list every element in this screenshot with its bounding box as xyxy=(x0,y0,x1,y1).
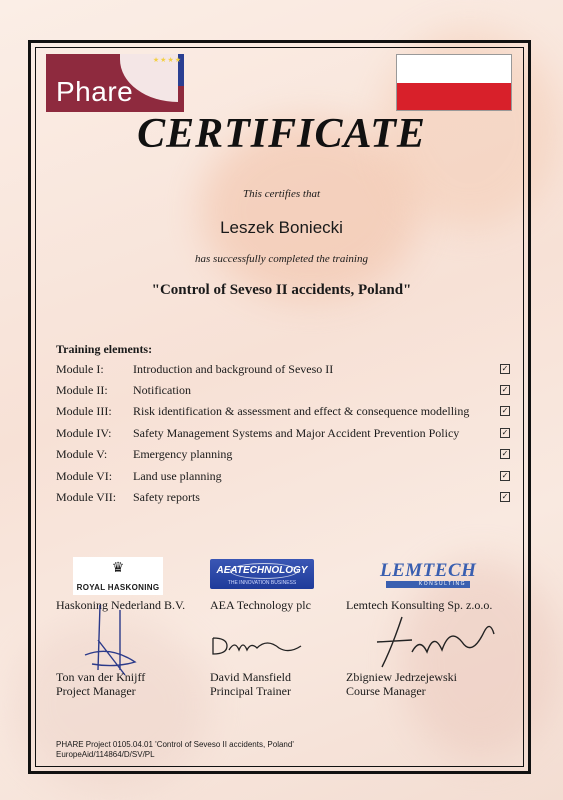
flag-red-stripe xyxy=(397,83,511,111)
module-number: Module VI: xyxy=(56,469,113,483)
module-description: Safety Management Systems and Major Accident Prevention Policy xyxy=(133,426,460,440)
signature-jedrzejewski xyxy=(372,612,502,672)
crown-icon: ♛ xyxy=(111,561,125,576)
lemtech-logo-subtext: KONSULTING xyxy=(418,581,466,587)
partner-organization: Haskoning Nederland B.V. xyxy=(56,598,186,612)
module-row xyxy=(56,426,512,442)
course-title: "Control of Seveso II accidents, Poland" xyxy=(151,282,412,298)
aea-logo-tagline: THE INNOVATION BUSINESS xyxy=(227,580,297,586)
footer-reference-line: EuropeAid/114864/D/SV/PL xyxy=(56,750,155,759)
signer-role: Principal Trainer xyxy=(210,684,291,698)
checked-box-icon: ✓ xyxy=(501,385,509,394)
module-row xyxy=(56,362,512,378)
module-description: Land use planning xyxy=(133,469,222,483)
phare-logo-text: Phare xyxy=(56,76,134,107)
partner-organization: Lemtech Konsulting Sp. z.o.o. xyxy=(346,598,493,612)
signature-knijff xyxy=(80,600,150,680)
module-row xyxy=(56,404,512,420)
module-description: Risk identification & assessment and effect & consequence modelling xyxy=(133,404,470,418)
module-number: Module II: xyxy=(56,383,108,397)
poland-flag xyxy=(396,54,512,111)
checked-box-icon: ✓ xyxy=(501,492,509,501)
signer-name: David Mansfield xyxy=(210,670,291,684)
certificate-title: CERTIFICATE xyxy=(137,111,426,157)
royal-haskoning-logo xyxy=(73,557,163,595)
module-number: Module III: xyxy=(56,404,112,418)
signer-name: Zbigniew Jedrzejewski xyxy=(346,670,457,684)
recipient-name: Leszek Boniecki xyxy=(220,218,343,237)
module-row xyxy=(56,383,512,399)
completed-text: has successfully completed the training xyxy=(195,253,368,265)
module-row xyxy=(56,469,512,485)
module-description: Notification xyxy=(133,383,191,397)
checked-box-icon: ✓ xyxy=(501,449,509,458)
module-row xyxy=(56,447,512,463)
lemtech-logo-text: LEMTECH xyxy=(380,560,477,581)
intro-text: This certifies that xyxy=(243,188,320,200)
signer-name: Ton van der Knijff xyxy=(56,670,146,684)
signature-mansfield xyxy=(205,628,315,664)
checked-box-icon: ✓ xyxy=(501,406,509,415)
checked-box-icon: ✓ xyxy=(501,471,509,480)
flag-white-stripe xyxy=(397,55,511,83)
module-number: Module VII: xyxy=(56,490,117,504)
aea-technology-logo xyxy=(210,559,314,589)
checked-box-icon: ✓ xyxy=(501,428,509,437)
training-elements-heading: Training elements: xyxy=(56,342,153,356)
module-description: Introduction and background of Seveso II xyxy=(133,362,334,376)
footer-project-line: PHARE Project 0105.04.01 'Control of Seveso II accidents, Poland' xyxy=(56,740,294,749)
phare-logo xyxy=(46,54,184,112)
signer-role: Course Manager xyxy=(346,684,426,698)
module-number: Module V: xyxy=(56,447,108,461)
module-description: Emergency planning xyxy=(133,447,233,461)
module-row xyxy=(56,490,512,506)
module-number: Module IV: xyxy=(56,426,112,440)
partner-organization: AEA Technology plc xyxy=(210,598,311,612)
project-footer xyxy=(56,740,294,760)
lemtech-logo xyxy=(376,560,477,588)
aea-logo-text: AEATECHNOLOGY xyxy=(216,565,308,576)
module-number: Module I: xyxy=(56,362,104,376)
checked-box-icon: ✓ xyxy=(501,364,509,373)
eu-stars-icon: ★★★★ xyxy=(152,56,182,64)
signer-role: Project Manager xyxy=(56,684,136,698)
royal-haskoning-logo-text: ROYAL HASKONING xyxy=(76,583,160,592)
module-description: Safety reports xyxy=(133,490,200,504)
